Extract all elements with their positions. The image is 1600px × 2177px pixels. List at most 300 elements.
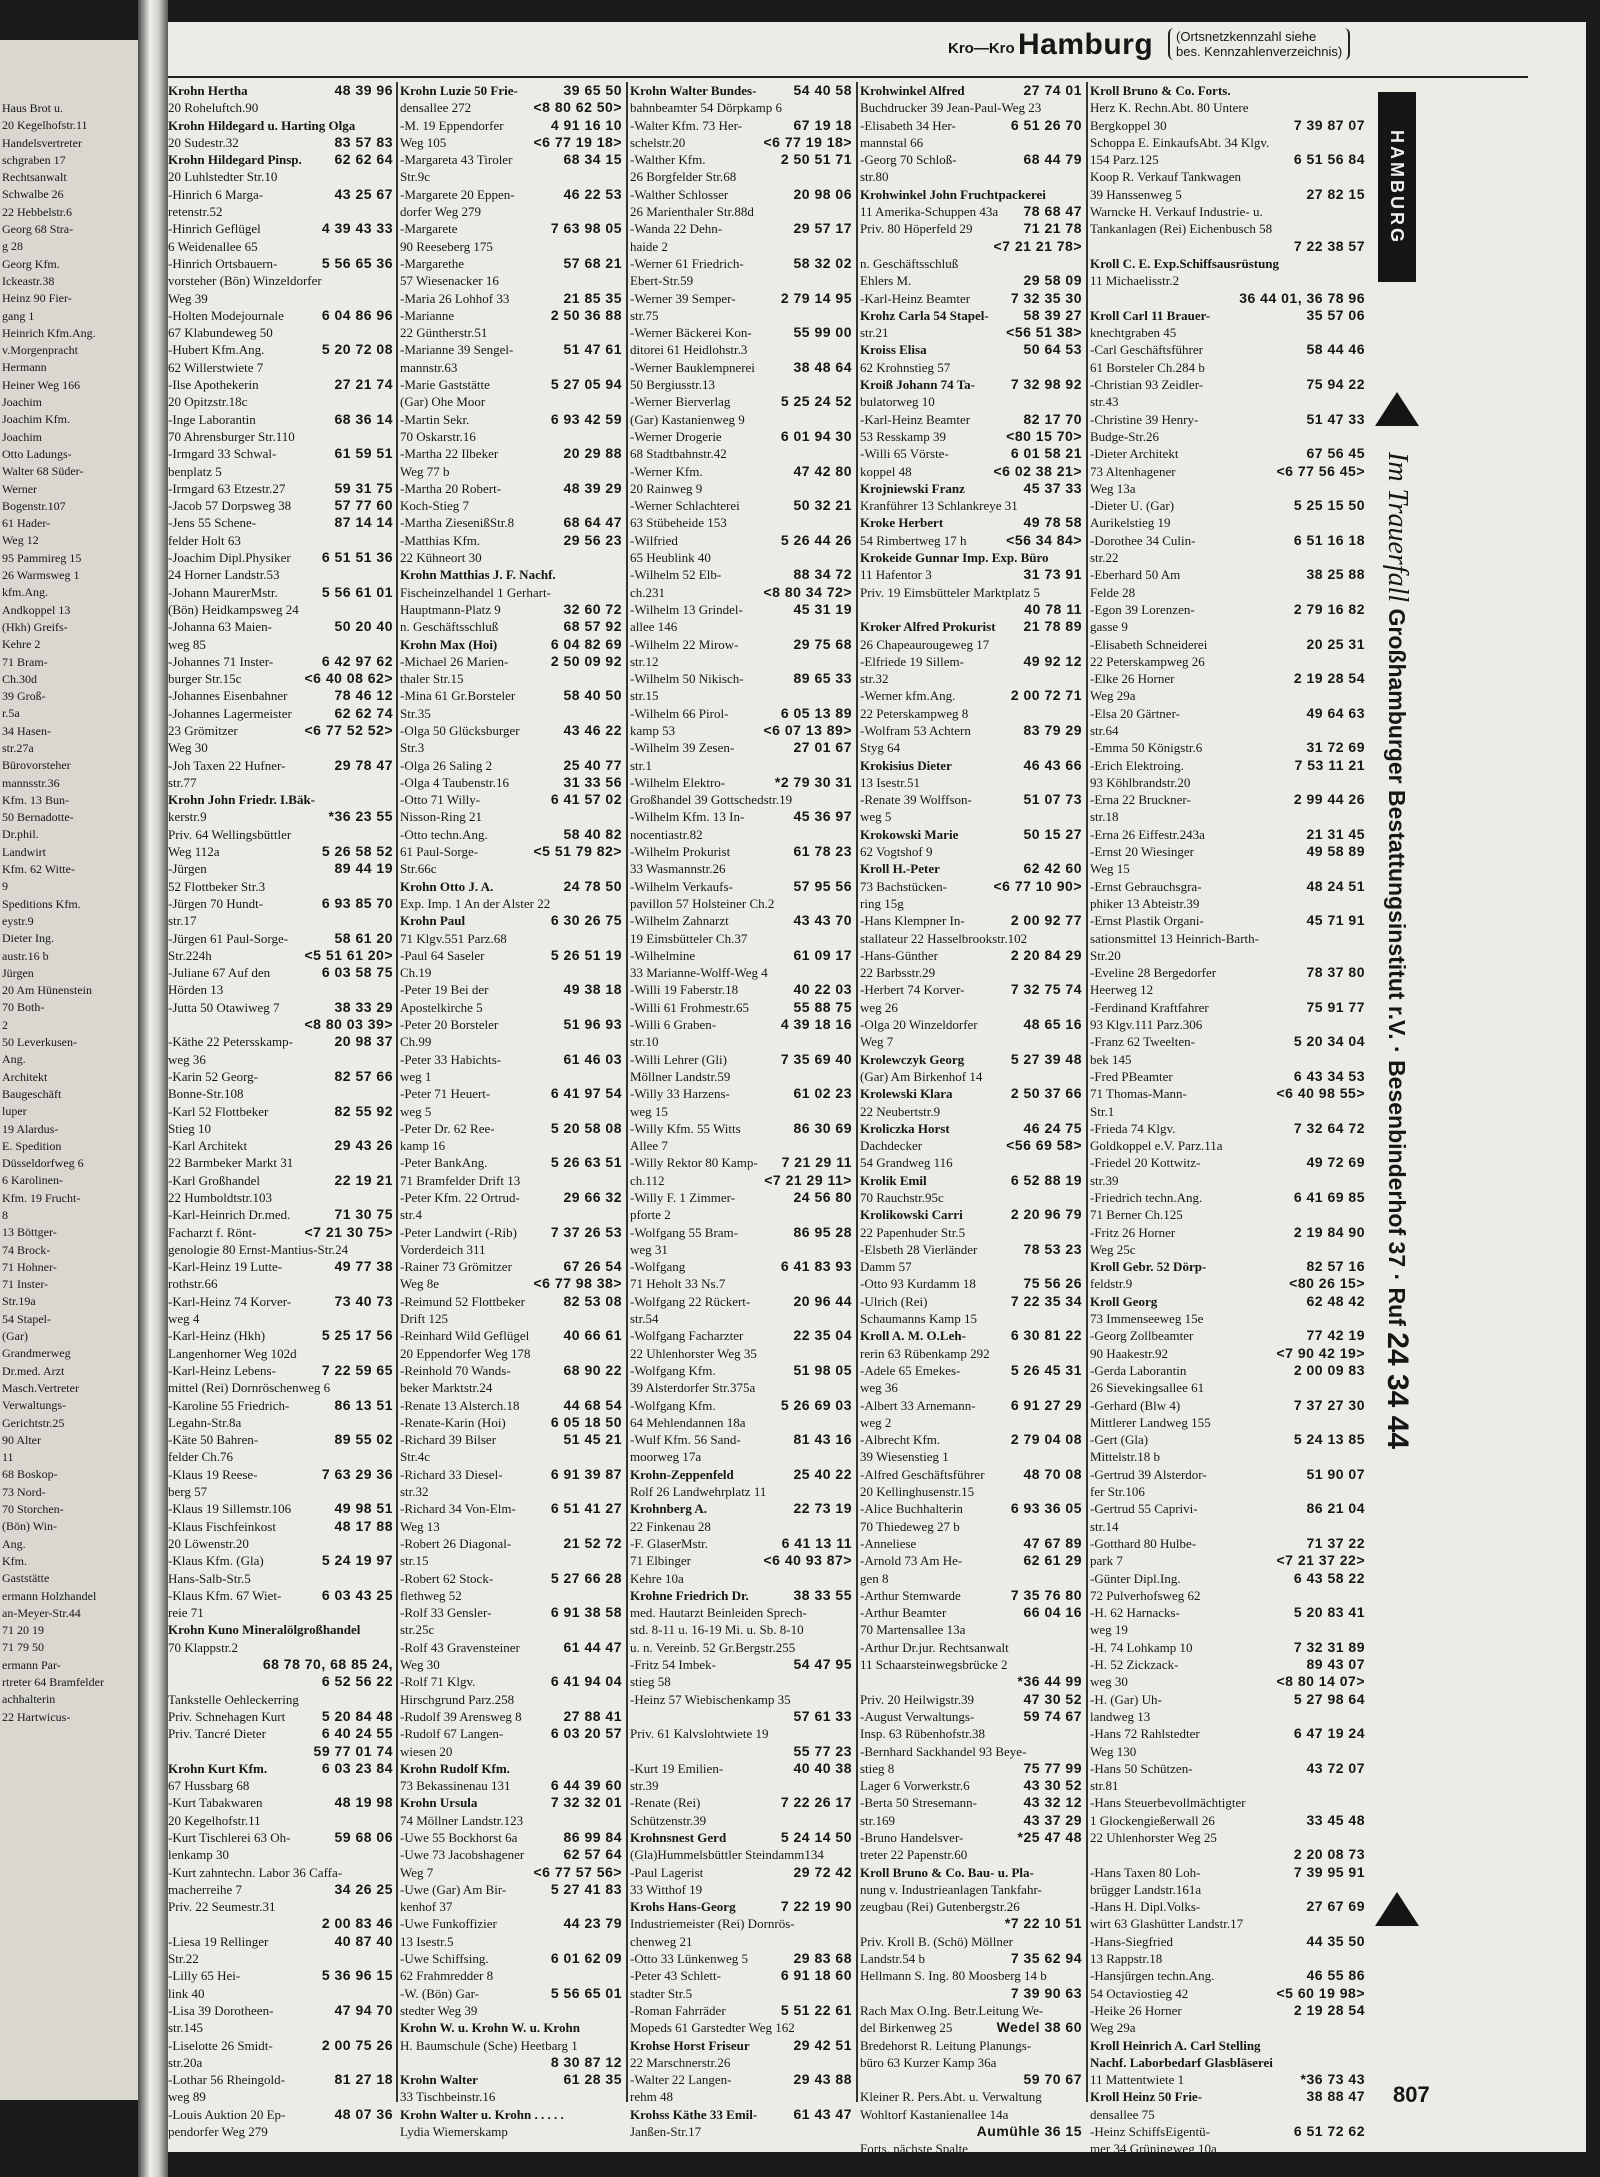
directory-entry xyxy=(630,514,852,531)
directory-entry xyxy=(1090,860,1365,877)
directory-entry xyxy=(1090,1103,1365,1120)
entry-phone: 5 51 22 61 xyxy=(780,2001,852,2018)
entry-name: Kroll Heinrich A. Carl Stelling xyxy=(1090,2037,1261,2053)
directory-entry xyxy=(630,1500,852,1517)
entry-name: -Werner Kfm. xyxy=(630,463,703,479)
entry-phone xyxy=(389,1154,393,1171)
entry-phone: 44 23 79 xyxy=(563,1915,622,1932)
entry-phone xyxy=(848,618,852,635)
directory-entry xyxy=(860,238,1082,255)
entry-phone xyxy=(1078,134,1082,151)
entry-name: burger Str.15c xyxy=(168,671,242,687)
previous-page-line: (Hkh) Greifs- xyxy=(2,619,68,634)
entry-phone: 45 36 97 xyxy=(793,808,852,825)
previous-page-line: rtreter 64 Bramfelder xyxy=(2,1675,104,1690)
entry-name: -Hansjürgen techn.Ang. xyxy=(1090,1968,1215,1984)
entry-name: felder Holt 63 xyxy=(168,532,241,548)
entry-name: Kroke Herbert xyxy=(860,515,944,531)
directory-entry xyxy=(400,1673,622,1690)
entry-name: -Werner Bäckerei Kon- xyxy=(630,325,752,341)
entry-phone xyxy=(618,1898,622,1915)
directory-entry xyxy=(400,722,622,739)
entry-name: Insp. 63 Rübenhofstr.38 xyxy=(860,1726,985,1742)
entry-phone: 29 78 47 xyxy=(334,756,393,773)
entry-name: -H. 74 Lohkamp 10 xyxy=(1090,1639,1193,1655)
entry-phone: 27 88 41 xyxy=(563,1707,622,1724)
directory-entry xyxy=(168,411,393,428)
directory-entry xyxy=(400,1621,622,1638)
previous-page-line: Bürovorsteher xyxy=(2,758,71,773)
entry-phone xyxy=(618,1483,622,1500)
entry-name: Krohn Ursula xyxy=(400,1795,478,1811)
directory-entry xyxy=(400,1103,622,1120)
entry-name: -Otto 33 Lünkenweg 5 xyxy=(630,1951,749,1967)
directory-entry xyxy=(168,981,393,998)
entry-phone: 6 91 18 60 xyxy=(780,1967,852,1984)
previous-page-line: gang 1 xyxy=(2,308,35,323)
entry-phone xyxy=(1361,220,1365,237)
entry-name: -Käte 50 Bahren- xyxy=(168,1432,259,1448)
directory-entry xyxy=(1090,774,1365,791)
entry-phone: 6 01 94 30 xyxy=(780,427,852,444)
entry-name: Krohn Walter Bundes- xyxy=(630,83,757,98)
directory-entry xyxy=(1090,1483,1365,1500)
entry-name: 11 Michaelisstr.2 xyxy=(1090,273,1180,289)
directory-entry xyxy=(168,1673,393,1690)
directory-entry xyxy=(630,1414,852,1431)
directory-entry xyxy=(860,1327,1082,1344)
entry-name: Priv. 22 Seumestr.31 xyxy=(168,1899,276,1915)
entry-phone: 59 77 01 74 xyxy=(313,1742,393,1759)
entry-phone xyxy=(389,1275,393,1292)
entry-phone: 25 40 77 xyxy=(563,756,622,773)
entry-phone xyxy=(1361,1241,1365,1258)
directory-entry xyxy=(1090,895,1365,912)
entry-name: -Wolfgang Kfm. xyxy=(630,1397,716,1413)
entry-phone: 5 56 65 01 xyxy=(550,1984,622,2001)
entry-name: -Rainer 73 Grömitzer xyxy=(400,1259,512,1275)
entry-name: -Richard 33 Diesel- xyxy=(400,1466,503,1482)
directory-entry xyxy=(860,1829,1082,1846)
entry-name: -Werner 39 Semper- xyxy=(630,290,736,306)
directory-entry xyxy=(630,1587,852,1604)
entry-phone: 62 62 64 xyxy=(334,151,393,168)
entry-phone xyxy=(618,1172,622,1189)
entry-phone xyxy=(1361,1206,1365,1223)
entry-phone: <6 77 19 18> xyxy=(533,133,622,150)
entry-name: Weg 29a xyxy=(1090,688,1136,704)
entry-phone: <5 51 79 82> xyxy=(533,843,622,860)
directory-entry xyxy=(168,428,393,445)
entry-phone xyxy=(1361,393,1365,410)
entry-phone xyxy=(1078,1864,1082,1881)
column-4 xyxy=(860,82,1082,2157)
entry-phone: 7 32 98 92 xyxy=(1010,376,1082,393)
entry-name: -Olga 26 Saling 2 xyxy=(400,757,493,773)
entry-phone: *7 22 10 51 xyxy=(1004,1915,1082,1932)
directory-entry xyxy=(630,1535,852,1552)
directory-entry xyxy=(168,1033,393,1050)
ad-script-text: Im Trauerfall xyxy=(1382,452,1413,603)
entry-phone xyxy=(1361,272,1365,289)
entry-phone: 31 72 69 xyxy=(1306,739,1365,756)
directory-entry xyxy=(400,1500,622,1517)
entry-phone: 58 32 02 xyxy=(793,254,852,271)
entry-name: Krohn Matthias J. F. Nachf. xyxy=(400,567,556,583)
entry-name: Str.66c xyxy=(400,861,437,877)
entry-name: -Reimund 52 Flottbeker xyxy=(400,1293,525,1309)
entry-name: -Elke 26 Horner xyxy=(1090,671,1175,687)
entry-phone xyxy=(1078,895,1082,912)
directory-entry xyxy=(168,2054,393,2071)
directory-entry xyxy=(630,290,852,307)
entry-phone xyxy=(618,463,622,480)
directory-entry xyxy=(630,981,852,998)
directory-entry xyxy=(860,203,1082,220)
previous-page-line: Kfm. 13 Bun- xyxy=(2,792,69,807)
entry-name: -Wolfgang xyxy=(630,1259,686,1275)
previous-page-line: Grandmerweg xyxy=(2,1346,71,1361)
entry-phone: 7 22 35 34 xyxy=(1010,1292,1082,1309)
entry-phone xyxy=(618,359,622,376)
column-3 xyxy=(630,82,852,2140)
entry-phone xyxy=(618,1068,622,1085)
entry-phone xyxy=(1078,1033,1082,1050)
entry-phone: 7 53 11 21 xyxy=(1294,756,1365,773)
entry-name: -Renate (Rei) xyxy=(630,1795,701,1811)
directory-entry xyxy=(1090,653,1365,670)
entry-name: 20 Kellinghusenstr.15 xyxy=(860,1484,975,1500)
entry-name: Kroll Heinz 50 Frie- xyxy=(1090,2089,1203,2105)
entry-phone xyxy=(848,411,852,428)
directory-entry xyxy=(400,1154,622,1171)
entry-phone: 43 43 70 xyxy=(793,912,852,929)
entry-phone: 6 93 85 70 xyxy=(321,894,393,911)
entry-phone: 49 58 89 xyxy=(1306,843,1365,860)
entry-phone xyxy=(1361,359,1365,376)
entry-phone: 20 29 88 xyxy=(563,445,622,462)
directory-entry xyxy=(860,359,1082,376)
previous-page-line: Kfm. 62 Witte- xyxy=(2,862,75,877)
previous-page-line: 61 Hader- xyxy=(2,516,51,531)
entry-phone: 48 24 51 xyxy=(1306,877,1365,894)
entry-phone: 58 40 82 xyxy=(563,825,622,842)
entry-name: Stieg 10 xyxy=(168,1120,211,1136)
entry-name: wiesen 20 xyxy=(400,1743,453,1759)
directory-entry xyxy=(168,324,393,341)
entry-name: Hellmann S. Ing. 80 Moosberg 14 b xyxy=(860,1968,1047,1984)
directory-entry xyxy=(860,1154,1082,1171)
entry-phone xyxy=(1078,1224,1082,1241)
entry-phone xyxy=(389,1639,393,1656)
directory-entry xyxy=(1090,514,1365,531)
entry-name: Kranführer 13 Schlankreye 31 xyxy=(860,498,1018,514)
directory-entry xyxy=(400,1258,622,1275)
entry-phone: 38 33 29 xyxy=(334,998,393,1015)
entry-phone xyxy=(1361,1016,1365,1033)
directory-entry xyxy=(630,860,852,877)
entry-phone: 2 00 92 77 xyxy=(1010,912,1082,929)
directory-entry xyxy=(1090,1016,1365,1033)
previous-page-line: Düsseldorfweg 6 xyxy=(2,1156,84,1171)
entry-name: -Margarethe xyxy=(400,255,465,271)
entry-name: -Peter 43 Schlett- xyxy=(630,1968,721,1984)
entry-name: 26 Sievekingsallee 61 xyxy=(1090,1380,1205,1396)
entry-name: 33 Tischbeinstr.16 xyxy=(400,2089,496,2105)
directory-entry xyxy=(400,1293,622,1310)
directory-entry xyxy=(168,774,393,791)
entry-name: -Karl-Heinz 74 Korver- xyxy=(168,1293,292,1309)
entry-phone: 59 68 06 xyxy=(334,1828,393,1845)
directory-entry xyxy=(168,272,393,289)
directory-entry xyxy=(400,99,622,116)
entry-name: Priv. 61 Kalvslohtwiete 19 xyxy=(630,1726,769,1742)
directory-entry xyxy=(630,670,852,687)
entry-phone: 7 21 29 11 xyxy=(781,1154,852,1171)
directory-entry xyxy=(400,1881,622,1898)
directory-entry xyxy=(860,1864,1082,1881)
directory-entry xyxy=(1090,1518,1365,1535)
entry-phone: 29 75 68 xyxy=(793,635,852,652)
directory-entry xyxy=(860,272,1082,289)
directory-entry xyxy=(400,2106,622,2123)
previous-page-line: 11 xyxy=(2,1450,14,1465)
entry-name: -Marianne xyxy=(400,307,455,323)
entry-phone: 54 47 95 xyxy=(793,1656,852,1673)
directory-entry xyxy=(1090,981,1365,998)
directory-entry xyxy=(630,186,852,203)
directory-entry xyxy=(860,1051,1082,1068)
directory-entry xyxy=(860,981,1082,998)
entry-name: -Uwe 73 Jacobshagener xyxy=(400,1847,525,1863)
directory-entry xyxy=(168,1016,393,1033)
entry-name: -Reinhold 70 Wands- xyxy=(400,1362,511,1378)
entry-name: Budge-Str.26 xyxy=(1090,428,1159,444)
entry-phone: 51 98 05 xyxy=(793,1361,852,1378)
directory-entry xyxy=(1090,203,1365,220)
directory-entry xyxy=(168,1950,393,1967)
entry-name: weg 5 xyxy=(860,809,892,825)
directory-entry xyxy=(630,947,852,964)
entry-phone: 29 83 68 xyxy=(793,1950,852,1967)
entry-name: -Wilhelm 13 Grindel- xyxy=(630,601,743,617)
directory-entry xyxy=(630,1033,852,1050)
entry-phone xyxy=(1078,1846,1082,1863)
entry-phone xyxy=(389,2019,393,2036)
directory-entry xyxy=(168,895,393,912)
entry-name: -Martha ZiesenißStr.8 xyxy=(400,515,515,531)
entry-phone: <80 15 70> xyxy=(1006,427,1082,444)
directory-entry xyxy=(400,2071,622,2088)
entry-name: -Hinrich Geflügel xyxy=(168,221,261,237)
entry-phone xyxy=(389,636,393,653)
entry-phone xyxy=(1078,255,1082,272)
entry-name: Krohs Hans-Georg xyxy=(630,1899,736,1915)
entry-name: Nisson-Ring 21 xyxy=(400,809,482,825)
entry-name: Krohnsnest Gerd xyxy=(630,1829,727,1845)
entry-phone: 6 51 72 62 xyxy=(1293,2123,1365,2140)
entry-phone: 29 43 26 xyxy=(334,1137,393,1154)
entry-phone: 71 37 22 xyxy=(1306,1534,1365,1551)
previous-page-line: 71 Bram- xyxy=(2,654,48,669)
entry-phone xyxy=(848,826,852,843)
entry-phone xyxy=(848,930,852,947)
directory-entry xyxy=(400,82,622,99)
directory-entry xyxy=(1090,930,1365,947)
entry-name: -Liesa 19 Rellinger xyxy=(168,1933,269,1949)
directory-entry xyxy=(400,1604,622,1621)
entry-phone: 62 48 42 xyxy=(1306,1292,1365,1309)
entry-name: -Karl-Heinz Lebens- xyxy=(168,1362,276,1378)
entry-name: Krohn W. u. Krohn W. u. Krohn xyxy=(400,2020,580,2036)
entry-phone: <6 07 13 89> xyxy=(763,721,852,738)
directory-entry xyxy=(1090,1051,1365,1068)
entry-phone: 2 50 09 92 xyxy=(550,652,622,669)
entry-name: 22 Kühneort 30 xyxy=(400,550,482,566)
directory-entry xyxy=(860,290,1082,307)
directory-entry xyxy=(630,1898,852,1915)
entry-phone: 5 27 41 83 xyxy=(550,1880,622,1897)
entry-name: Hauptmann-Platz 9 xyxy=(400,601,501,617)
entry-name: -Marianne 39 Sengel- xyxy=(400,342,514,358)
previous-page-line: Verwaltungs- xyxy=(2,1398,66,1413)
directory-entry xyxy=(1090,687,1365,704)
directory-entry xyxy=(400,497,622,514)
directory-entry xyxy=(860,428,1082,445)
entry-name: -Wilhelm Verkaufs- xyxy=(630,878,733,894)
entry-phone xyxy=(618,1310,622,1327)
column-divider xyxy=(396,82,398,2102)
directory-entry xyxy=(1090,1708,1365,1725)
previous-page-line: Baugeschäft xyxy=(2,1086,62,1101)
directory-entry xyxy=(168,757,393,774)
entry-name: -Wolfgang 22 Rückert- xyxy=(630,1293,751,1309)
entry-phone: 2 50 37 66 xyxy=(1010,1085,1082,1102)
entry-name: Kroliczka Horst xyxy=(860,1120,950,1136)
directory-entry xyxy=(400,324,622,341)
entry-phone: 32 60 72 xyxy=(563,600,622,617)
entry-phone xyxy=(1078,168,1082,185)
entry-phone: 5 26 45 31 xyxy=(1010,1361,1082,1378)
entry-name: 90 Haakestr.92 xyxy=(1090,1345,1168,1361)
entry-name: n. Geschäftsschluß xyxy=(860,255,959,271)
entry-name: -Uwe (Gar) Am Bir- xyxy=(400,1881,507,1897)
directory-entry xyxy=(1090,376,1365,393)
directory-entry xyxy=(630,1864,852,1881)
entry-phone xyxy=(389,1483,393,1500)
entry-phone xyxy=(389,601,393,618)
entry-name: -Liselotte 26 Smidt- xyxy=(168,2037,273,2053)
entry-name: Weg 30 xyxy=(168,740,208,756)
entry-phone xyxy=(1361,2140,1365,2157)
directory-entry xyxy=(1090,1950,1365,1967)
directory-entry xyxy=(168,532,393,549)
entry-phone xyxy=(618,1552,622,1569)
entry-name: -Hinrich 6 Marga- xyxy=(168,186,264,202)
entry-phone: 43 30 52 xyxy=(1023,1777,1082,1794)
directory-entry xyxy=(168,1379,393,1396)
directory-entry xyxy=(400,1725,622,1742)
directory-entry xyxy=(1090,1154,1365,1171)
previous-page-line: austr.16 b xyxy=(2,948,49,963)
entry-name: 71 Berner Ch.125 xyxy=(1090,1207,1183,1223)
entry-phone: 40 22 03 xyxy=(793,981,852,998)
entry-name: 71 Thomas-Mann- xyxy=(1090,1086,1187,1102)
entry-name: str.54 xyxy=(630,1311,659,1327)
directory-entry xyxy=(630,1431,852,1448)
entry-phone xyxy=(1361,428,1365,445)
entry-phone: 71 30 75 xyxy=(334,1206,393,1223)
entry-phone: 6 51 51 36 xyxy=(321,549,393,566)
previous-page-line: Kehre 2 xyxy=(2,637,41,652)
entry-name: str.20a xyxy=(168,2054,203,2070)
directory-entry xyxy=(1090,1293,1365,1310)
entry-phone xyxy=(848,1448,852,1465)
entry-name: -Käthe 22 Petersskamp- xyxy=(168,1034,293,1050)
entry-name: Kroll Bruno & Co. Bau- u. Pla- xyxy=(860,1864,1034,1880)
directory-entry xyxy=(860,670,1082,687)
directory-entry xyxy=(400,653,622,670)
entry-name: -Wilhelm 66 Pirol- xyxy=(630,705,729,721)
directory-entry xyxy=(168,1206,393,1223)
entry-name: -Emma 50 Königstr.6 xyxy=(1090,740,1203,756)
entry-name: Lydia Wiemerskamp xyxy=(400,2124,508,2140)
entry-phone xyxy=(1078,843,1082,860)
column-2 xyxy=(400,82,622,2140)
entry-phone: 21 52 72 xyxy=(563,1534,622,1551)
entry-name: str.145 xyxy=(168,2020,204,2036)
entry-phone xyxy=(848,99,852,116)
entry-name: Vorderdeich 311 xyxy=(400,1241,486,1257)
directory-entry xyxy=(400,307,622,324)
entry-phone: 6 41 94 04 xyxy=(550,1673,622,1690)
entry-name: -Kurt Tabakwaren xyxy=(168,1795,263,1811)
directory-entry xyxy=(630,82,852,99)
directory-entry xyxy=(860,1397,1082,1414)
directory-entry xyxy=(168,2106,393,2123)
entry-name: -Willy 33 Harzens- xyxy=(630,1086,730,1102)
entry-name: mittel (Rei) Dornröschenweg 6 xyxy=(168,1380,331,1396)
entry-name: Legahn-Str.8a xyxy=(168,1414,242,1430)
entry-phone xyxy=(618,1656,622,1673)
entry-phone: 7 22 19 90 xyxy=(780,1898,852,1915)
entry-phone xyxy=(1078,1967,1082,1984)
entry-phone xyxy=(1078,2037,1082,2054)
directory-entry xyxy=(400,445,622,462)
entry-phone xyxy=(1361,2054,1365,2071)
entry-phone xyxy=(848,445,852,462)
entry-name: Kroll H.-Peter xyxy=(860,861,940,877)
entry-phone: <56 69 58> xyxy=(1006,1137,1082,1154)
entry-name: -W. (Bön) Gar- xyxy=(400,1985,480,2001)
directory-entry xyxy=(860,2002,1082,2019)
entry-phone: 77 42 19 xyxy=(1306,1327,1365,1344)
previous-page-line: E. Spedition xyxy=(2,1138,62,1153)
entry-phone: 6 43 34 53 xyxy=(1293,1067,1365,1084)
entry-name: 73 Altenhagener xyxy=(1090,463,1176,479)
entry-phone: 81 43 16 xyxy=(793,1431,852,1448)
directory-entry xyxy=(860,1915,1082,1932)
previous-page-line: Hermann xyxy=(2,360,47,375)
entry-name: kenhof 37 xyxy=(400,1899,453,1915)
directory-entry xyxy=(860,463,1082,480)
entry-name: Krohn Hertha xyxy=(168,83,248,98)
entry-phone: 49 38 18 xyxy=(563,981,622,998)
directory-entry xyxy=(1090,722,1365,739)
entry-name: Krohwinkel John Fruchtpackerei xyxy=(860,186,1046,202)
entry-name: Krokeide Gunnar Imp. Exp. Büro xyxy=(860,550,1049,566)
entry-phone xyxy=(389,463,393,480)
